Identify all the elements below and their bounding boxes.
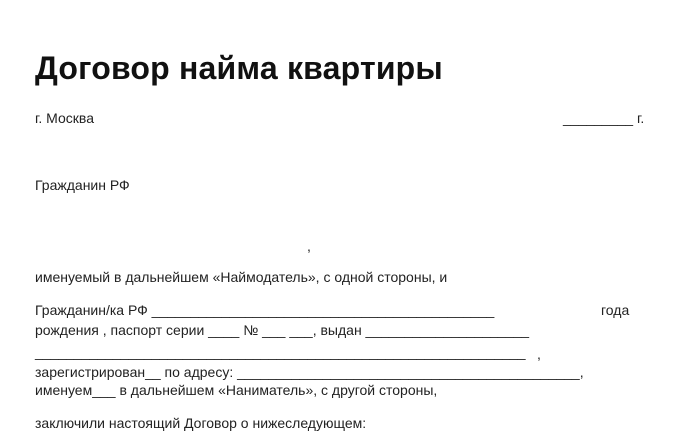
agreement-line: заключили настоящий Договор о нижеследующем: [35, 415, 367, 431]
party2-line5: именуем___ в дальнейшем «Наниматель», с другой стороны, [35, 382, 438, 398]
party2-line1: Гражданин/ка РФ ____________________________________________ [35, 302, 495, 318]
date-blank: _________ г. [563, 110, 645, 126]
party2-line3-comma: , [537, 346, 541, 362]
party2-line4: зарегистрирован__ по адресу: ____________________________________________, [35, 364, 584, 380]
party1-role: именуемый в дальнейшем «Наймодатель», с одной стороны, и [35, 269, 448, 285]
party1-label: Гражданин РФ [35, 177, 130, 193]
party2-line1-right: года [601, 302, 630, 318]
party2-line2: рождения , паспорт серии ____ № ___ ___, выдан _____________________ [35, 322, 530, 338]
document-title: Договор найма квартиры [35, 50, 443, 86]
party1-comma: , [307, 238, 311, 254]
city-text: г. Москва [35, 110, 94, 126]
party2-line3: _______________________________________________________________ [35, 344, 526, 360]
